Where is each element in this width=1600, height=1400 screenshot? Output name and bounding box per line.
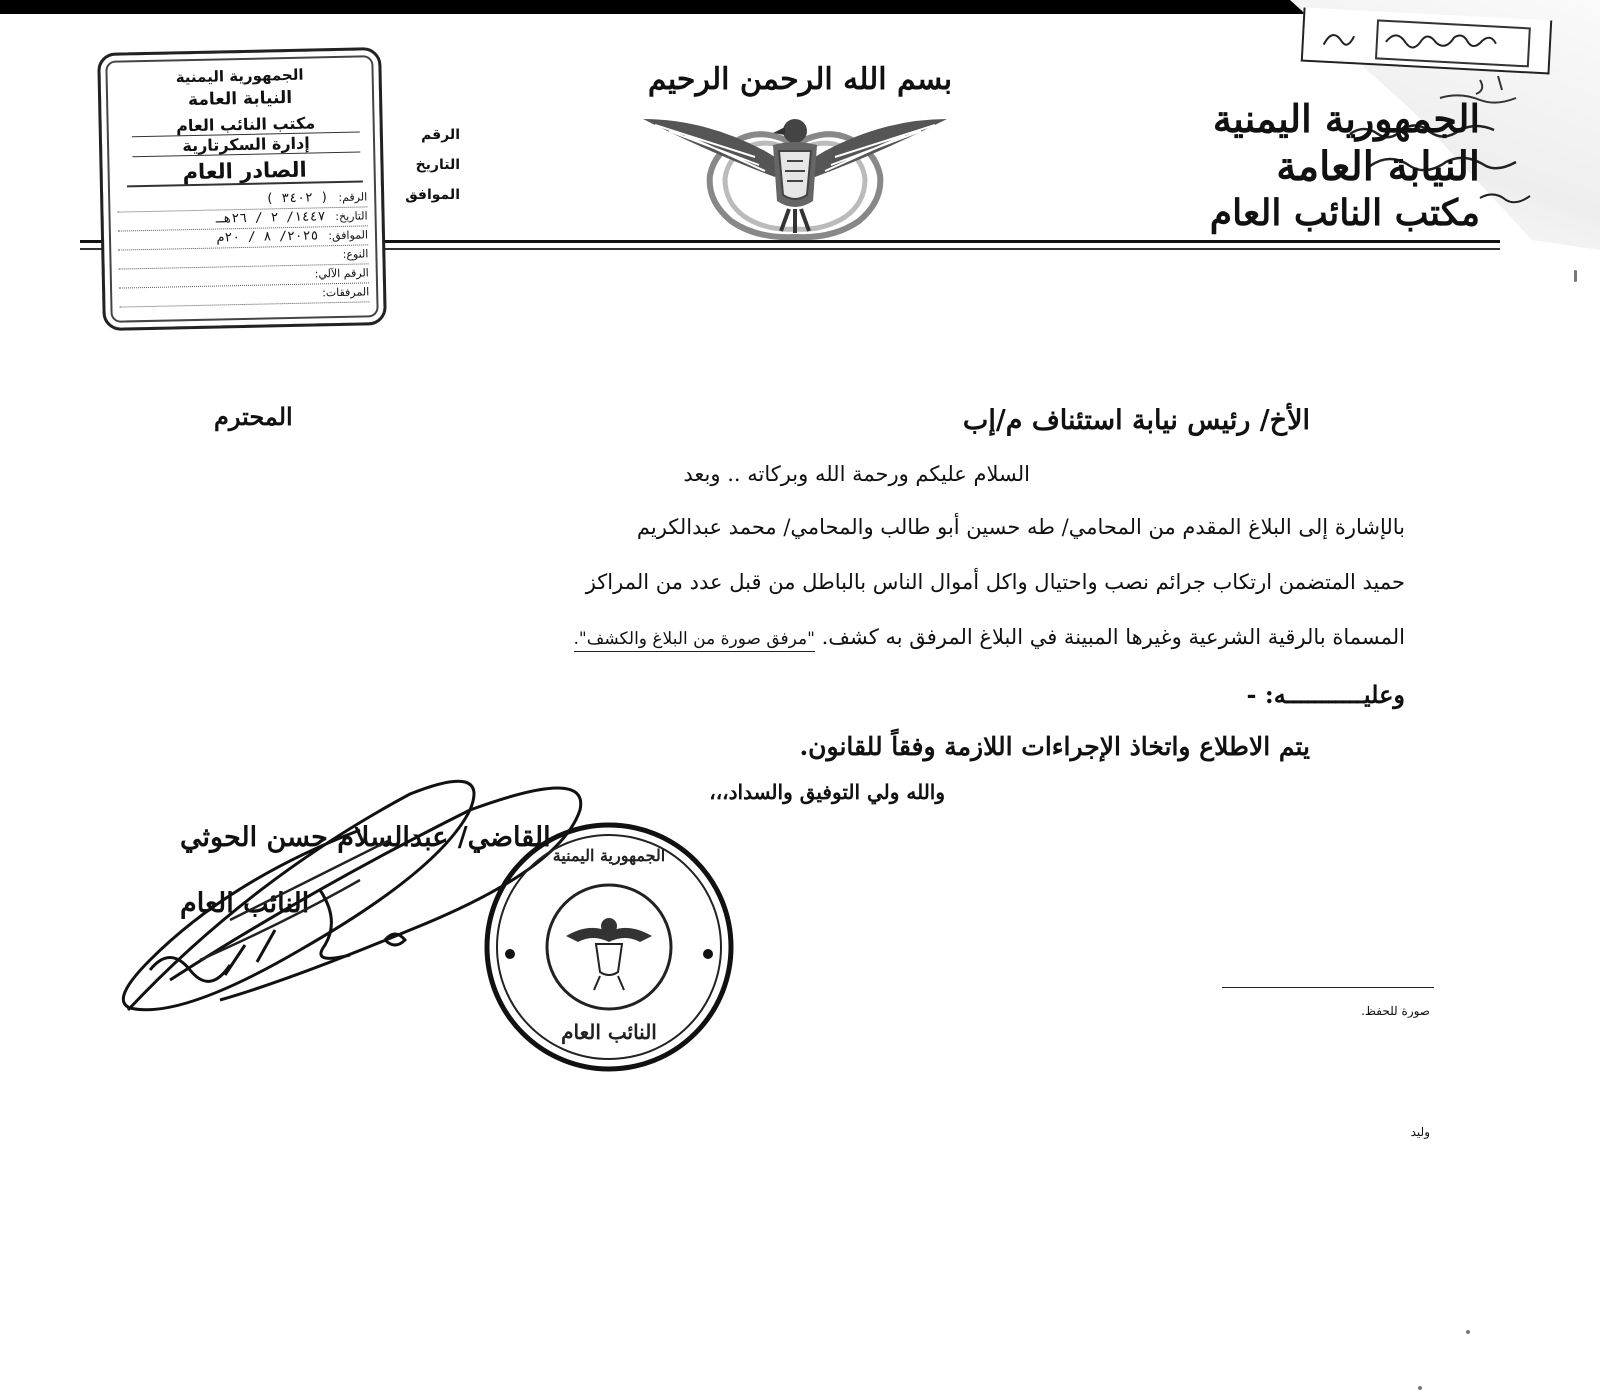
scan-speck [1418, 1386, 1422, 1390]
letter-instruction: يتم الاطلاع واتخاذ الإجراءات اللازمة وفقاً للقانون. [799, 732, 1310, 761]
registry-field-number: الرقم:( ٣٤٠٢ ) [117, 188, 367, 212]
letter-wherefore: وعليـــــــــــه: - [1246, 680, 1405, 709]
letter-paragraph-line [574, 625, 1405, 649]
letter-paragraph-line: بالإشارة إلى البلاغ المقدم من المحامي/ طه حسين أبو طالب والمحامي/ محمد عبدالكريم [636, 515, 1405, 539]
republic-eagle-emblem-icon [635, 105, 955, 240]
typist-initials: وليد [1410, 1125, 1430, 1139]
outgoing-registry-stamp [97, 47, 387, 331]
letterhead-republic: الجمهورية اليمنية [1212, 96, 1480, 141]
registry-stamp-authority: النيابة العامة [187, 87, 293, 111]
footer-divider [1222, 987, 1434, 988]
letter-closing: والله ولي التوفيق والسداد،،، [709, 780, 945, 804]
signatory-name: القاضي/ عبدالسلام حسن الحوثي [180, 822, 551, 853]
registry-field-auto-number: الرقم الآلي: [119, 264, 369, 288]
letter-greeting: السلام عليكم ورحمة الله وبركاته .. وبعد [683, 462, 1030, 486]
copy-note: صورة للحفظ. [1361, 1004, 1430, 1018]
ref-label-number: الرقم [421, 127, 460, 143]
reference-labels [382, 120, 460, 210]
ref-label-corresponding: الموافق [405, 187, 460, 203]
scan-speck [1574, 270, 1577, 282]
registry-stamp-department: إدارة السكرتارية [132, 133, 360, 158]
attachment-note: "مرفق صورة من البلاغ والكشف". [574, 629, 815, 652]
registry-field-gregorian-date: الموافق:٢٠٢٥/ ٨ / ٢٠م [118, 226, 368, 250]
registry-stamp-fields [117, 188, 369, 307]
round-seal-bottom-text: النائب العام [561, 1020, 657, 1044]
ref-label-date: التاريخ [415, 157, 460, 173]
scan-speck [1466, 1330, 1470, 1334]
registry-field-attachments: المرفقات: [119, 283, 369, 307]
letterhead-authority: النيابة العامة [1276, 142, 1480, 190]
round-seal-text [480, 818, 738, 1076]
registry-stamp-republic: الجمهورية اليمنية [175, 65, 304, 87]
registry-field-type: النوع: [118, 245, 368, 269]
registry-stamp-office: مكتب النائب العام [131, 113, 359, 138]
letter-paragraph-line: حميد المتضمن ارتكاب جرائم نصب واحتيال واكل أموال الناس بالباطل من قبل عدد من المراكز [585, 570, 1405, 594]
letterhead [1020, 95, 1480, 236]
round-seal-top-text: الجمهورية اليمنية [552, 846, 666, 865]
letterhead-office: مكتب النائب العام [1209, 191, 1480, 234]
letter-honorific: المحترم [214, 402, 293, 431]
registry-stamp-register: الصادر العام [126, 156, 362, 187]
letter-paragraph-text: المسماة بالرقية الشرعية وغيرها المبينة في البلاغ المرفق به كشف. [821, 625, 1405, 649]
basmala: بسم الله الرحمن الرحيم [647, 62, 953, 97]
signatory-title: النائب العام [180, 888, 310, 919]
registry-field-hijri-date: التاريخ:١٤٤٧/ ٢ / ٢٦هـ [117, 207, 367, 231]
letter-addressee: الأخ/ رئيس نيابة استئناف م/إب [962, 405, 1310, 436]
